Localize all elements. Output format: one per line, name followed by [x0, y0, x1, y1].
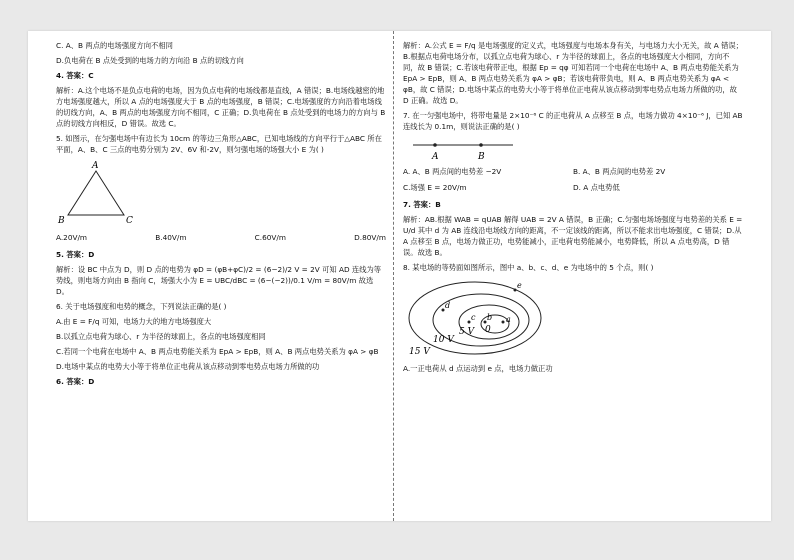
- q7-options-row-2: [403, 183, 743, 194]
- q7-option-c: C.场强 E = 20V/m: [403, 183, 467, 193]
- q6-answer: 6. 答案：D: [56, 376, 95, 386]
- q5-option-d: D.80V/m: [354, 233, 386, 243]
- vertex-c-label: C: [126, 216, 133, 227]
- q3-option-d: D.负电荷在 B 点处受到的电场力的方向沿 B 点的切线方向: [56, 55, 244, 65]
- q6-option-a: A.由 E = F/q 可知，电场力大的地方电场强度大: [56, 317, 212, 327]
- label-15v: 15 V: [409, 347, 430, 357]
- left-column: [56, 41, 386, 392]
- q7-answer: 7. 答案：B: [403, 200, 441, 210]
- q4-explanation: 解析：A.这个电场不是负点电荷的电场，因为负点电荷的电场线都是直线，A 错误；B.电场线越密的地方电场强度越大，所以 A 点的电场强度大于 B 点的电场强度，B 错误；C.电场强度的方向沿着电场线的切线方向，A、B 两点的电场强度方向不相同，C 正确；D.负电荷在 B 点处受到的电场力的方向与 B 点的切线方向相反，D 错误。故选 C。: [56, 85, 386, 128]
- q7-options-row-1: [403, 167, 743, 178]
- q5-option-c: C.60V/m: [254, 233, 286, 243]
- q3-option-c: C. A、B 两点的电场强度方向不相同: [56, 41, 173, 50]
- q6-option-c: C.若同一个电荷在电场中 A、B 两点电势能关系为 EpA > EpB，则 A、B 两点电势关系为 φA > φB: [56, 346, 379, 356]
- point-a: [433, 143, 437, 147]
- q7-option-a: A. A、B 两点间的电势差 −2V: [403, 166, 502, 176]
- document-page: [28, 31, 771, 521]
- vertex-a-label: A: [92, 161, 99, 172]
- label-b: b: [487, 313, 493, 322]
- label-10v: 10 V: [433, 335, 454, 345]
- label-e: e: [517, 281, 522, 290]
- label-5v: 5 V: [459, 327, 475, 337]
- vertex-b-label: B: [58, 216, 65, 227]
- q7-option-d: D. A 点电势低: [573, 183, 620, 193]
- q5-option-a: A.20V/m: [56, 233, 88, 243]
- label-a: a: [506, 315, 511, 324]
- q4-answer: 4. 答案：C: [56, 70, 94, 80]
- label-0v: 0: [485, 325, 491, 335]
- q5-stem: 5. 如图示，在匀强电场中有边长为 10cm 的等边三角形△ABC，已知电场线的方向平行于△ABC 所在平面，A、B、C 三点的电势分别为 2V、6V 和-2V，则匀强电场的场强大小 E 为( ): [56, 133, 382, 154]
- label-d: d: [445, 301, 451, 310]
- q7-option-b: B. A、B 两点间的电势差 2V: [573, 166, 666, 176]
- ab-line-figure: [403, 137, 523, 163]
- q6-stem: 6. 关于电场强度和电势的概念，下列说法正确的是( ): [56, 302, 227, 312]
- q6-option-d: D.电场中某点的电势大小等于将单位正电荷从该点移动到零电势点电场力所做的功: [56, 361, 320, 371]
- right-column: [403, 41, 743, 379]
- q8-option-a: A.一正电荷从 d 点运动到 e 点，电场力做正功: [403, 364, 553, 373]
- triangle-figure: [56, 159, 136, 229]
- q7-stem: 7. 在一匀强电场中，将带电量是 2×10⁻⁶ C 的正电荷从 A 点移至 B 点，电场力做功 4×10⁻⁶ J，已知 AB 连线长为 0.1m，则说法正确的是( ): [403, 110, 743, 131]
- equipotential-figure: [403, 278, 543, 360]
- q6-option-b: B.以孤立点电荷为球心、r 为半径的球面上，各点的电场强度相同: [56, 332, 266, 341]
- point-b: [479, 143, 483, 147]
- point-b-label: B: [478, 151, 485, 162]
- q8-stem: 8. 某电场的等势面如图所示，图中 a、b、c、d、e 为电场中的 5 个点，则( ): [403, 263, 654, 273]
- q5-options: [56, 233, 386, 244]
- label-c: c: [471, 313, 476, 322]
- point-a-dot: [502, 321, 505, 324]
- q5-explanation: 解析：设 BC 中点为 D，则 D 点的电势为 φD = (φB+φC)/2 = (6−2)/2 V = 2V 可知 AD 连线为等势线，则电场方向由 B 指向 C，场强大小为 E = UBC/dBC = (6−(−2))/0.1 V/m = 80V/m 故选 D。: [56, 265, 382, 297]
- q5-answer: 5. 答案：D: [56, 250, 95, 260]
- q7-explanation: 解析：AB.根据 WAB = qUAB 解得 UAB = 2V A 错误，B 正确；C.匀强电场场强度与电势差的关系 E = U/d 其中 d 为 AB 连线沿电场线方向的距离，不一定该线的距离，所以不能求出电场强度，C 错误；D.从 A 点移至 B 点，电场力做正功，电势能减小，正电荷电势能减小，电势降低，所以 A 点电势高，D 错误。故选 B。: [403, 215, 743, 258]
- triangle-shape: [68, 171, 124, 215]
- q5-option-b: B.40V/m: [155, 233, 187, 243]
- point-a-label: A: [432, 151, 439, 162]
- column-divider: [393, 31, 394, 521]
- q6-explanation: 解析：A.公式 E = F/q 是电场强度的定义式，电场强度与电场本身有关，与电场力大小无关，故 A 错误；B.根据点电荷电场分布，以孤立点电荷为球心、r 为半径的球面上，各点的电场强度大小相同，方向不同，故 B 错误；C.若该电荷带正电，根据 Ep = qφ 可知若同一个电荷在电场中 A、B 两点电势能关系为 EpA > EpB，则 A、B 两点电势关系为 φA > φB；若该电荷带负电，则 A、B 两点电势关系为 φA < φB，故 C 错误；D.电场中某点的电势大小等于将单位正电荷从该点移动到零电势点电场力所做的功，故 D 正确。故选 D。: [403, 41, 743, 105]
